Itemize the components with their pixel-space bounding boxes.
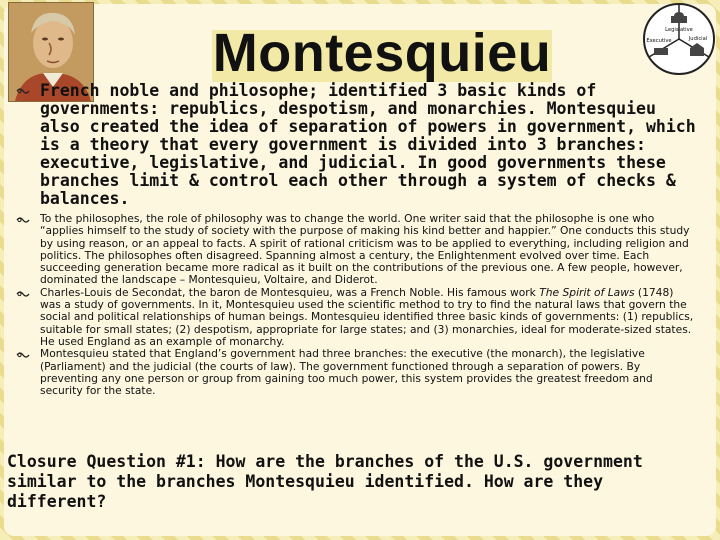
- diagram-label-legislative: Legislative: [665, 27, 693, 33]
- slide-title: Montesquieu: [212, 23, 552, 83]
- diagram-label-executive: Executive: [646, 38, 672, 44]
- scroll-bullet-icon: [16, 86, 32, 96]
- bullet-text: French noble and philosophe; identified 3 basic kinds of governments: republics, despotism, and monarchies. Montesquieu also created the idea of separation of powers in government, which is a theory that every government is divided into 3 branches: executive, legislative, and judicial. In good governments these branches limit & control each other through a system of checks & balances.: [40, 81, 696, 208]
- scroll-bullet-icon: [16, 289, 32, 299]
- diagram-label-judicial: Judicial: [688, 36, 708, 42]
- bullet-item: [16, 287, 696, 348]
- scroll-bullet-icon: [16, 215, 32, 225]
- bullet-text: Montesquieu stated that England’s government had three branches: the executive (the monarch), the legislative (Parliament) and the judicial (the courts of law). The government functioned through a separation of powers. By preventing any one person or group from gaining too much power, this system provides the greatest freedom and security for the state.: [40, 347, 653, 398]
- book-title: The Spirit of Laws: [539, 285, 635, 299]
- bullet-text: To the philosophes, the role of philosophy was to change the world. One writer said that the philosophe is one who “applies himself to the study of society with the purpose of making his kind better and happier.” One conducts this study by using reason, or an appeal to facts. A spirit of rational criticism was to be applied to everything, including religion and politics. The philosophes often disagreed. Spanning almost a century, the Enlightenment evolved over time. Each succeeding generation became more radical as it built on the contributions of the previous one. A few people, however, dominated the landscape – Montesquieu, Voltaire, and Diderot.: [40, 212, 690, 287]
- bullet-item: [16, 82, 696, 208]
- bullet-text-part: (1748) was a study of governments. In it, Montesquieu used the scientific method to try to find the natural laws that govern the social and political relationships of human beings. Montesquieu identified three basic kinds of governments: (1) republics, suitable for small states; (2) despotism, appropriate for large states; and (3) monarchies, ideal for moderate-sized states. He used England as an example of monarchy.: [40, 285, 694, 348]
- branches-diagram: [642, 2, 716, 76]
- whitehouse-icon: [654, 48, 668, 55]
- closure-question: Closure Question #1: How are the branches of the U.S. government similar to the branches Montesquieu identified. How are they different?: [7, 452, 643, 511]
- bullet-text-part: Charles-Louis de Secondat, the baron de Montesquieu, was a French Noble. His famous work: [40, 285, 540, 299]
- bullet-list: [16, 82, 696, 397]
- bullet-item: [16, 213, 696, 287]
- bullet-item: [16, 348, 696, 397]
- scroll-bullet-icon: [16, 350, 32, 360]
